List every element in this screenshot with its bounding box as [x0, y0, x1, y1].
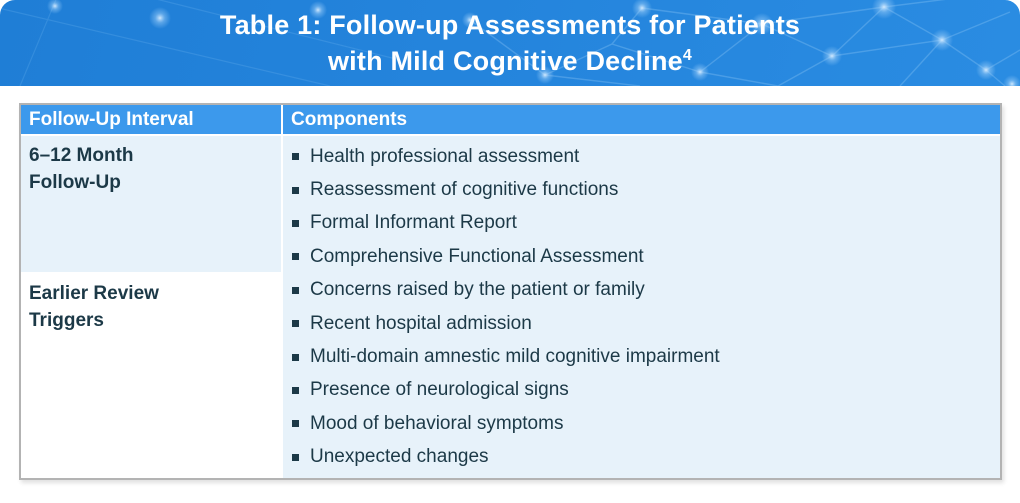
page-title-line1: Table 1: Follow-up Assessments for Patients [219, 10, 801, 40]
list-item: Reassessment of cognitive functions [292, 173, 996, 206]
interval-label-line1: Earlier Review [29, 283, 159, 304]
components-list [292, 140, 996, 474]
bullet-square-icon [292, 153, 299, 160]
list-item: Multi-domain amnestic mild cognitive impairment [292, 340, 996, 373]
bullet-square-icon [292, 187, 299, 194]
interval-label-line2: Follow-Up [29, 172, 121, 193]
bullet-square-icon [292, 320, 299, 327]
interval-cell-earlier-review-triggers [21, 274, 281, 478]
reference-superscript: 4 [682, 47, 693, 64]
page-title-line2: with Mild Cognitive Decline$^4$ [327, 46, 693, 76]
interval-cell-6-12-month [21, 136, 281, 272]
list-item: Unexpected changes [292, 441, 996, 474]
bullet-square-icon [292, 287, 299, 294]
column-header-components: Components [283, 105, 1000, 134]
bullet-square-icon [292, 220, 299, 227]
list-item: Presence of neurological signs [292, 374, 996, 407]
interval-label-line1: 6–12 Month [29, 145, 134, 166]
title-banner [0, 0, 1020, 86]
list-item: Recent hospital admission [292, 307, 996, 340]
bullet-square-icon [292, 354, 299, 361]
follow-up-assessments-table [19, 103, 1002, 480]
bullet-square-icon [292, 420, 299, 427]
column-header-follow-up-interval: Follow-Up Interval [21, 105, 281, 134]
page-title [0, 0, 1020, 79]
interval-label-line2: Triggers [29, 310, 104, 331]
list-item: Comprehensive Functional Assessment [292, 240, 996, 273]
bullet-square-icon [292, 253, 299, 260]
list-item: Concerns raised by the patient or family [292, 274, 996, 307]
list-item: Mood of behavioral symptoms [292, 407, 996, 440]
components-cell [283, 136, 1000, 478]
bullet-square-icon [292, 387, 299, 394]
bullet-square-icon [292, 454, 299, 461]
list-item: Health professional assessment [292, 140, 996, 173]
list-item: Formal Informant Report [292, 207, 996, 240]
